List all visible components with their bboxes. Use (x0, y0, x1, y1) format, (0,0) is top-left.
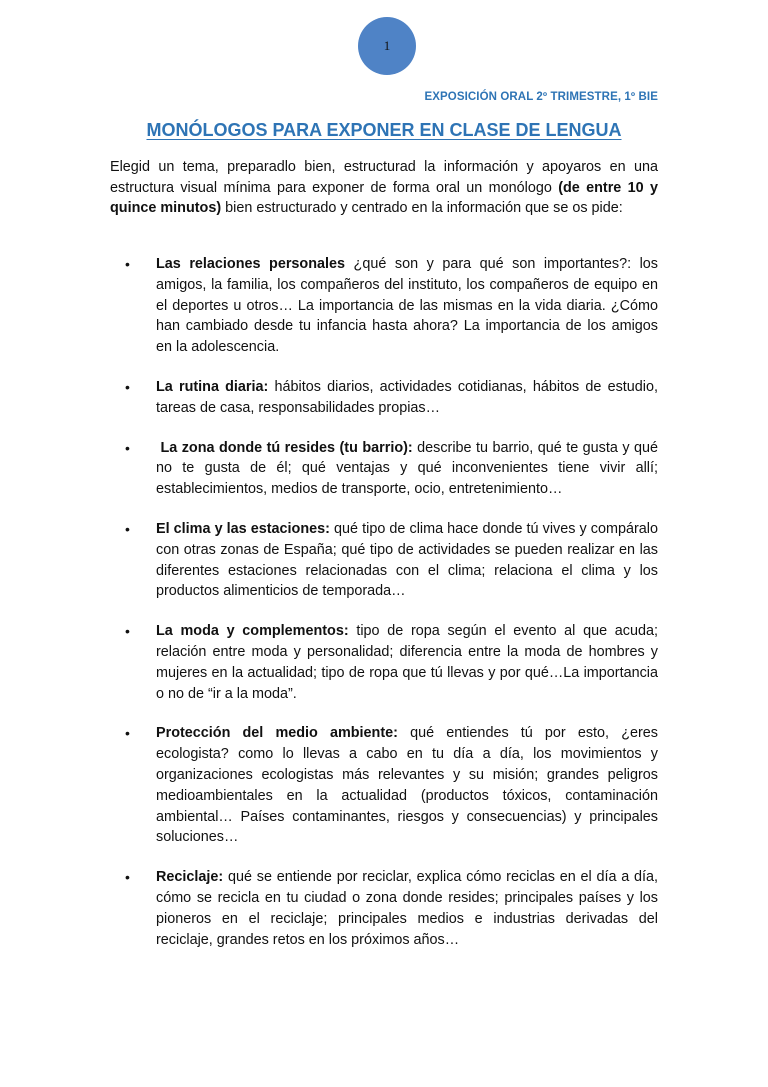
page-number: 1 (383, 38, 391, 53)
topic-title: La zona donde tú resides (tu barrio): (160, 439, 413, 456)
topic-item-rutina-diaria (110, 377, 658, 419)
topic-item-medio-ambiente (110, 723, 658, 848)
topic-item-relaciones-personales (110, 254, 658, 358)
topic-title: La rutina diaria: (156, 378, 269, 395)
bullet-icon: • (125, 623, 130, 640)
intro-text-1: Elegid un tema, preparadlo bien, estructurad la información y apoyaros en una estructura visual mínima para exponer de forma oral un monólogo (110, 159, 658, 196)
topic-title: Reciclaje: (156, 869, 224, 886)
topic-item-clima-estaciones (110, 519, 658, 602)
course-header: EXPOSICIÓN ORAL 2º TRIMESTRE, 1º BIE (424, 91, 658, 103)
topic-text: ¿qué son y para qué son importantes?: los amigos, la familia, los compañeros del instituto, los compañeros de equipo en el deportes u otros… La importancia de las mismas en la vida diaria. ¿Cómo han cambiado desde tu infancia hasta ahora? La importancia de los amigos en la adolescencia. (156, 256, 658, 356)
topic-text: hábitos diarios, actividades cotidianas, hábitos de estudio, tareas de casa, responsabilidades propias… (156, 378, 659, 416)
topic-item-moda-complementos (110, 621, 658, 704)
topic-text: describe tu barrio, qué te gusta y qué no te gusta de él; qué ventajas y qué inconvenientes tiene vivir allí; establecimientos, medios de transporte, ocio, entretenimiento… (156, 439, 658, 498)
topic-text: qué se entiende por reciclar, explica cómo reciclas en el día a día, cómo se recicla en tu ciudad o zona donde resides; principales países y los pioneros en el reciclaje; principales medios e industrias derivadas del reciclaje, grandes retos en los próximos años… (156, 869, 658, 948)
topic-title: El clima y las estaciones: (156, 520, 330, 537)
topic-title: La moda y complementos: (156, 623, 349, 640)
intro-text-2: bien estructurado y centrado en la información que se os pide: (221, 200, 623, 216)
bullet-icon: • (125, 520, 130, 537)
bullet-icon: • (125, 378, 130, 395)
bullet-icon: • (125, 869, 130, 886)
page-number-badge (358, 17, 416, 75)
intro-paragraph (110, 157, 658, 219)
bullet-icon: • (125, 256, 130, 272)
topic-text: tipo de ropa según el evento al que acuda; relación entre moda y personalidad; diferencia entre la moda de hombres y mujeres en la actualidad; tipo de ropa que tú llevas y por qué…La importancia o no de “ir a la moda”. (156, 623, 658, 702)
topic-title: Protección del medio ambiente: (156, 725, 398, 742)
document-title: MONÓLOGOS PARA EXPONER EN CLASE DE LENGUA (146, 120, 622, 140)
topic-item-reciclaje (110, 867, 658, 950)
topic-list (110, 254, 658, 969)
bullet-icon: • (125, 725, 130, 742)
topic-text: qué tipo de clima hace donde tú vives y compáralo con otras zonas de España; qué tipo de actividades se pueden realizar en las diferentes estaciones relacionadas con el clima; relaciona el clima y los productos alimenticios de temporada… (156, 520, 658, 600)
bullet-icon: • (125, 439, 130, 456)
intro-duration: (de entre 10 y quince minutos) (110, 179, 658, 216)
topic-item-zona-residencia (110, 438, 658, 500)
topic-title: Las relaciones personales (156, 256, 346, 272)
topic-text: qué entiendes tú por esto, ¿eres ecologista? como lo llevas a cabo en tu día a día, los movimientos y organizaciones ecologistas más relevantes y su misión; grandes peligros medioambientales en la actualidad (productos tóxicos, contaminación ambiental… Países contaminantes, riesgos y consecuencias) y principales soluciones… (156, 725, 658, 846)
